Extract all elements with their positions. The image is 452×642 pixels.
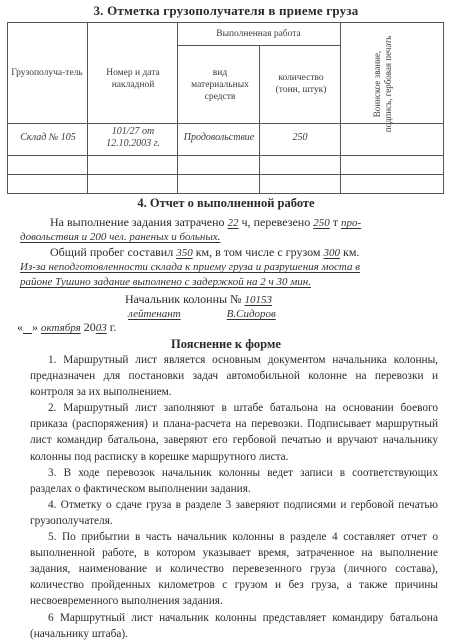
header-invoice: Номер и дата накладной — [106, 68, 160, 90]
explanation-title: Пояснение к форме — [171, 337, 281, 351]
explanation-paragraph: 2. Маршрутный лист заполняют в штабе батальона на основании боевого приказа (распоряжения) и плана-расчета на перевозки. Подписывает маршрутный лист командир батальона, заверяют его гербовой печатью и вручают начальнику колонны под расписку в корешке маршрутного листа. — [30, 402, 438, 463]
column-number: 10153 — [244, 294, 273, 306]
explanation-paragraph: 5. По прибытии в часть начальник колонны в разделе 4 составляет отчет о выполненной работе, в котором указывает время, затраченное на выполнение задания, наименование и количество перевезенного груза (личного состава), количество пройденных километров с грузом и без груза, а также причины несвоевременного выполнения задания. — [30, 531, 438, 608]
loaded-km-value: 300 — [323, 247, 340, 259]
explanation-paragraph: 6 Маршрутный лист начальник колонны представляет командиру батальона (начальнику штаба). — [30, 611, 438, 640]
signature-name: В.Сидоров — [226, 308, 276, 320]
header-material-type: вид материальных средств — [191, 68, 249, 102]
delay-note-line1: Из-за неподготовленности склада к приему груза и разрушения моста в — [20, 261, 361, 273]
explanation-paragraph: 4. Отметку о сдаче груза в разделе 3 заверяют подписями и гербовой печатью грузополучателя. — [30, 498, 438, 527]
header-work-done: Выполненная работа — [216, 29, 301, 39]
cell-quantity: 250 — [292, 132, 308, 143]
transported-value: 250 — [313, 217, 330, 229]
explanation-paragraph: 3. В ходе перевозок начальник колонны ведет записи в соответствующих разделах о фактическом выполнении задания. — [30, 466, 438, 495]
date-month: октября — [41, 322, 81, 334]
cell-material-type: Продовольствие — [183, 132, 255, 143]
header-recipient: Грузополуча-тель — [11, 68, 83, 78]
rank-signature-line — [128, 306, 276, 321]
explanation-text — [30, 352, 438, 642]
total-km-value: 350 — [176, 247, 193, 259]
explanation-paragraph: 1. Маршрутный лист является основным документом начальника колонны, предназначен для постановки задач автомобильной колонне на перевозки и контроля за их выполнением. — [30, 354, 438, 399]
header-signature: Воинское звание, подпись, гербовая печать — [372, 35, 393, 133]
date-year: 03 — [95, 322, 107, 334]
section3-title: 3. Отметка грузополучателя в приеме груза — [93, 3, 359, 18]
recipient-table — [7, 22, 444, 194]
cargo-description: довольствия и 200 чел. раненых и больных. — [20, 231, 221, 243]
section4-title: 4. Отчет о выполненной работе — [137, 196, 315, 210]
header-quantity: количество (тонн, штук) — [275, 73, 327, 95]
cell-invoice-date: 12.10.2003 г. — [106, 138, 160, 149]
delay-note-line2: районе Тушино задание выполнено с задержкой на 2 ч 30 мин. — [20, 276, 311, 288]
cell-invoice-number: 101/27 от — [111, 126, 155, 137]
rank: лейтенант — [128, 308, 181, 320]
hours-value: 22 — [227, 217, 239, 229]
cell-recipient: Склад № 105 — [20, 132, 76, 143]
mileage-line: Общий пробег составил 350 км, в том числе с грузом 300 км. — [50, 245, 360, 259]
chief-line: Начальник колонны № 10153 — [125, 292, 273, 306]
date-line: « » октября 2003 г. — [17, 320, 117, 334]
work-time-line: На выполнение задания затрачено 22 ч, перевезено 250 т про- — [50, 215, 362, 229]
